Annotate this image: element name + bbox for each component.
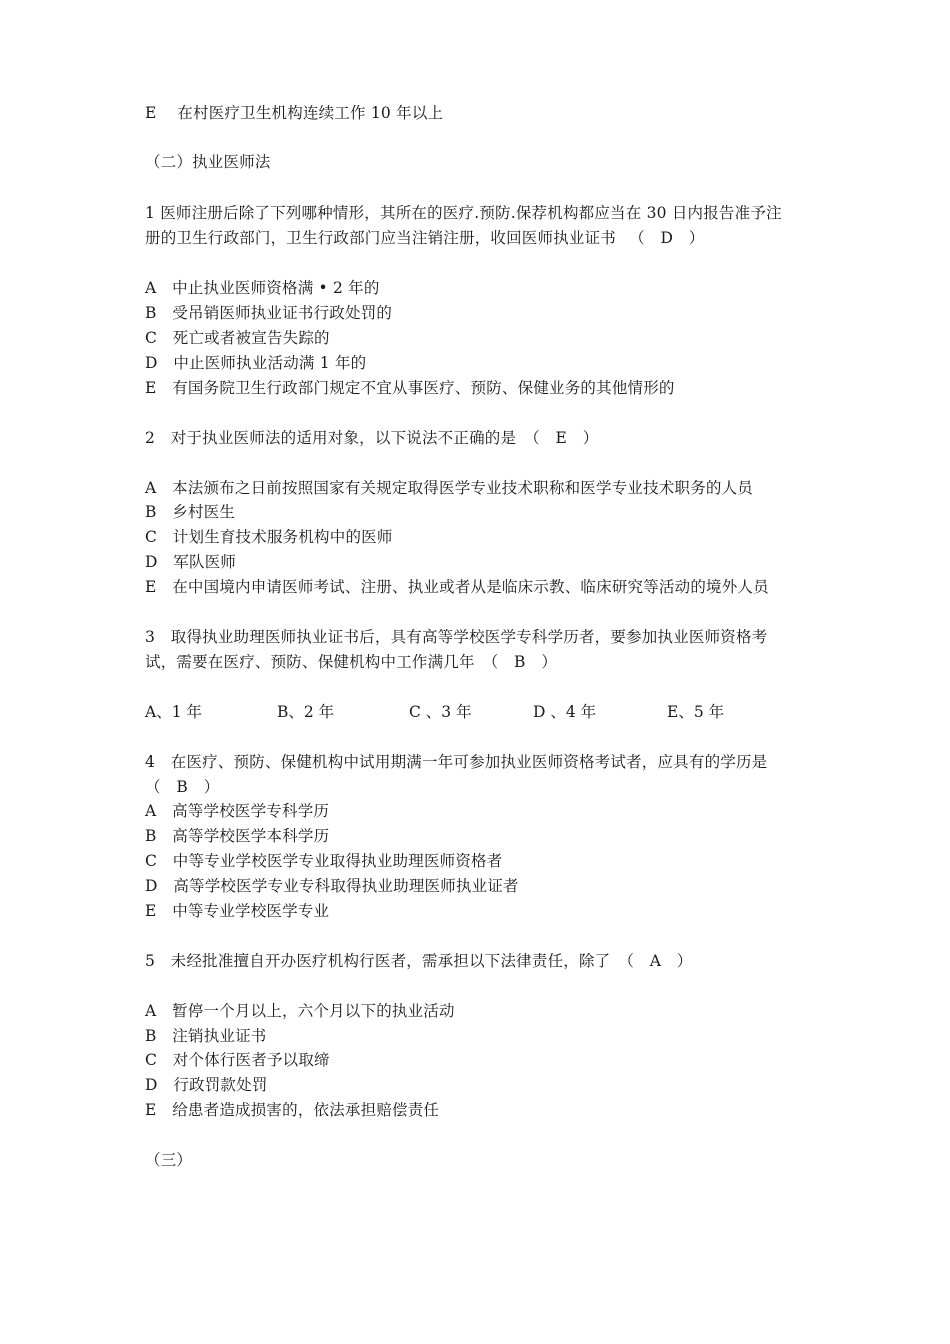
question-4-option-c: C 中等专业学校医学专业取得执业助理医师资格者: [145, 852, 503, 870]
question-1-option-a: A 中止执业医师资格满 • 2 年的: [145, 279, 380, 297]
question-4-line-2: （ B ）: [145, 778, 220, 796]
question-3-option-d: D 、4 年: [533, 703, 597, 721]
question-4-line-1: 4 在医疗、预防、保健机构中试用期满一年可参加执业医师资格考试者，应具有的学历是: [145, 753, 768, 771]
question-3-option-a: A、1 年: [145, 703, 202, 721]
question-5-option-c: C 对个体行医者予以取缔: [145, 1051, 330, 1069]
section-heading-2: （二）执业医师法: [145, 153, 271, 171]
question-5-option-d: D 行政罚款处罚: [145, 1076, 268, 1094]
question-2-line-1: 2 对于执业医师法的适用对象，以下说法不正确的是 （ E ）: [145, 429, 599, 447]
question-3-line-1: 3 取得执业助理医师执业证书后，具有高等学校医学专科学历者，要参加执业医师资格考: [145, 628, 768, 646]
question-4-option-d: D 高等学校医学专业专科取得执业助理医师执业证者: [145, 877, 519, 895]
question-2-option-b: B 乡村医生: [145, 503, 236, 521]
question-2-option-a: A 本法颁布之日前按照国家有关规定取得医学专业技术职称和医学专业技术职务的人员: [145, 479, 753, 497]
option-e-previous: E 在村医疗卫生机构连续工作 10 年以上: [145, 104, 444, 122]
question-2-option-e: E 在中国境内申请医师考试、注册、执业或者从是临床示教、临床研究等活动的境外人员: [145, 578, 769, 596]
question-3-option-e: E、5 年: [667, 703, 725, 721]
question-1-option-d: D 中止医师执业活动满 1 年的: [145, 354, 367, 372]
question-5-option-a: A 暂停一个月以上，六个月以下的执业活动: [145, 1002, 455, 1020]
question-1-option-e: E 有国务院卫生行政部门规定不宜从事医疗、预防、保健业务的其他情形的: [145, 379, 675, 397]
question-1-option-c: C 死亡或者被宣告失踪的: [145, 329, 330, 347]
question-2-option-d: D 军队医师: [145, 553, 237, 571]
question-5-option-b: B 注销执业证书: [145, 1027, 267, 1045]
question-2-option-c: C 计划生育技术服务机构中的医师: [145, 528, 393, 546]
question-1-option-b: B 受吊销医师执业证书行政处罚的: [145, 304, 393, 322]
section-heading-3: （三）: [145, 1151, 193, 1169]
question-1-line-2: 册的卫生行政部门，卫生行政部门应当注销注册，收回医师执业证书 （ D ）: [145, 229, 705, 247]
question-3-line-2: 试，需要在医疗、预防、保健机构中工作满几年 （ B ）: [145, 653, 558, 671]
question-5-line-1: 5 未经批准擅自开办医疗机构行医者，需承担以下法律责任，除了 （ A ）: [145, 952, 693, 970]
question-3-option-c: C 、3 年: [409, 703, 472, 721]
question-3-option-b: B、2 年: [277, 703, 335, 721]
question-4-option-a: A 高等学校医学专科学历: [145, 802, 330, 820]
question-1-line-1: 1 医师注册后除了下列哪种情形，其所在的医疗.预防.保荐机构都应当在 30 日内报告准予注: [145, 204, 782, 222]
question-4-option-b: B 高等学校医学本科学历: [145, 827, 330, 845]
question-4-option-e: E 中等专业学校医学专业: [145, 902, 330, 920]
question-5-option-e: E 给患者造成损害的，依法承担赔偿责任: [145, 1101, 440, 1119]
